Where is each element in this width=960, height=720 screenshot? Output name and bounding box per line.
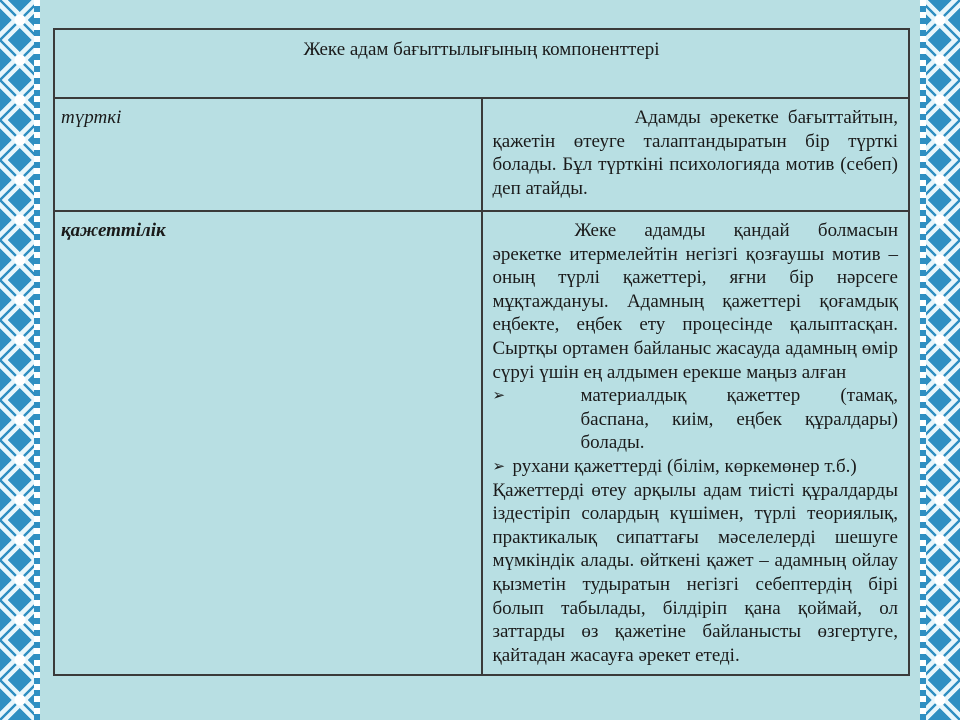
table-row: [54, 98, 909, 211]
definition-text: Адамды әрекетке бағыттайтын, қажетін өтеуге талаптандыратын бір түрткі болады. Бұл түрткіні психологияда мотив (себеп) деп атайды.: [492, 107, 898, 199]
ornament-border-left: [0, 0, 40, 720]
definition-conclusion: Қажеттерді өтеу арқылы адам тиісті құралдарды іздестіріп солардың күшімен, түрлі теориялық, практикалық сипаттағы мәселелерді шешуге мүмкіндік алады. өйткені қажет – адамның ойлау қызметін тудыратын негізгі себептердің бірі болып табылады, білдіріп қана қоймай, ол заттарды өз қажетіне байланысты өзгертуге, қайтадан жасауға әрекет етеді.: [492, 479, 898, 666]
term-cell: түрткі: [54, 98, 482, 211]
table-header: Жеке адам бағыттылығының компоненттері: [54, 29, 909, 98]
list-item-text: рухани қажеттерді (білім, көркемөнер т.б.): [512, 455, 857, 477]
definition-intro: Жеке адамды қандай болмасын әрекетке итермелейтін негізгі қозғаушы мотив – оның түрлі қажеттері, яғни бір нәрсеге мұқтаждануы. Адамның қажеттері қоғамдық еңбекте, еңбек ету процесінде қалыптасқан. Сыртқы ортамен байланыс жасауда адамның өмір сүруі үшін ең алдымен ерекше маңыз алған: [492, 220, 898, 383]
definition-cell: [482, 98, 910, 211]
list-item: [493, 384, 899, 455]
table-header-row: [54, 29, 909, 98]
definition-cell: [482, 211, 910, 675]
arrow-bullet-icon: ➢: [492, 386, 506, 405]
components-table: [53, 28, 910, 676]
list-item: [493, 455, 899, 479]
table-row: [54, 211, 909, 675]
ornament-border-right: [920, 0, 960, 720]
arrow-bullet-icon: ➢: [492, 456, 506, 475]
term-cell: қажеттілік: [54, 211, 482, 675]
list-item-text: материалдық қажеттер (тамақ, баспана, киім, еңбек құралдары) болады.: [580, 385, 898, 454]
